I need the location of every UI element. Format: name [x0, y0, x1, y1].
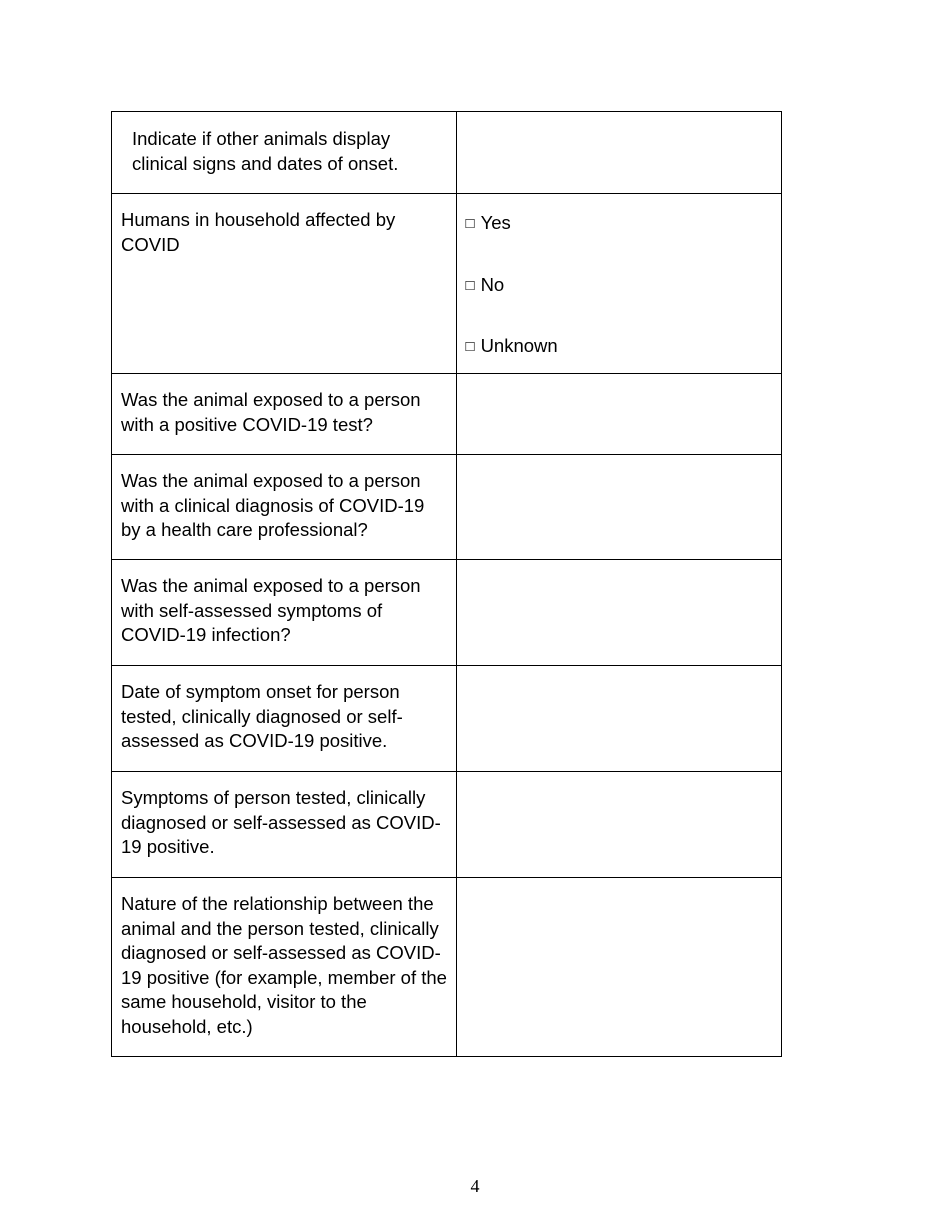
question-cell: [112, 112, 457, 194]
option-label: Unknown: [480, 335, 558, 356]
option-label: No: [480, 273, 505, 295]
question-cell: [112, 666, 457, 772]
answer-cell-clinical-diagnosis[interactable]: [456, 455, 782, 560]
table-row: [112, 374, 782, 455]
table-row: [112, 112, 782, 194]
option-no[interactable]: [457, 273, 782, 300]
checkbox-icon[interactable]: □: [465, 215, 475, 232]
option-unknown[interactable]: [457, 334, 782, 361]
question-symptoms: Symptoms of person tested, clinically diagnosed or self-assessed as COVID-19 positive.: [121, 787, 441, 857]
question-cell: [112, 194, 457, 374]
answer-cell-humans-affected: [456, 194, 782, 374]
question-cell: [112, 455, 457, 560]
question-clinical-diagnosis: Was the animal exposed to a person with a clinical diagnosis of COVID-19 by a health care professional?: [121, 470, 425, 540]
question-cell: [112, 560, 457, 666]
option-label: Yes: [480, 212, 511, 233]
table-row: [112, 194, 782, 374]
question-symptom-onset-date: Date of symptom onset for person tested, clinically diagnosed or self-assessed as COVID-19 positive.: [121, 681, 403, 751]
question-other-animals: Indicate if other animals display clinical signs and dates of onset.: [132, 128, 399, 174]
table-row: [112, 560, 782, 666]
checkbox-icon[interactable]: □: [465, 276, 475, 294]
table-row: [112, 772, 782, 878]
answer-cell-relationship[interactable]: [456, 878, 782, 1057]
question-humans-affected: Humans in household affected by COVID: [121, 209, 396, 255]
question-self-assessed: Was the animal exposed to a person with self-assessed symptoms of COVID-19 infection?: [121, 575, 421, 645]
question-relationship: Nature of the relationship between the animal and the person tested, clinically diagnosed or self-assessed as COVID-19 positive (for example, member of the same household, visitor to the household, etc.): [121, 893, 447, 1037]
question-cell: [112, 772, 457, 878]
answer-cell-symptom-onset-date[interactable]: [456, 666, 782, 772]
page-number: 4: [470, 1176, 480, 1196]
option-yes[interactable]: [457, 211, 782, 238]
answer-cell-symptoms[interactable]: [456, 772, 782, 878]
answer-cell-positive-test[interactable]: [456, 374, 782, 455]
answer-cell-self-assessed[interactable]: [456, 560, 782, 666]
question-positive-test: Was the animal exposed to a person with a positive COVID-19 test?: [121, 389, 421, 435]
table-row: [112, 878, 782, 1057]
table-row: [112, 455, 782, 560]
table-row: [112, 666, 782, 772]
checkbox-icon[interactable]: □: [465, 338, 475, 355]
question-cell: [112, 374, 457, 455]
answer-cell-other-animals[interactable]: [456, 112, 782, 194]
question-cell: [112, 878, 457, 1057]
covid-animal-form-table: [111, 111, 782, 1057]
